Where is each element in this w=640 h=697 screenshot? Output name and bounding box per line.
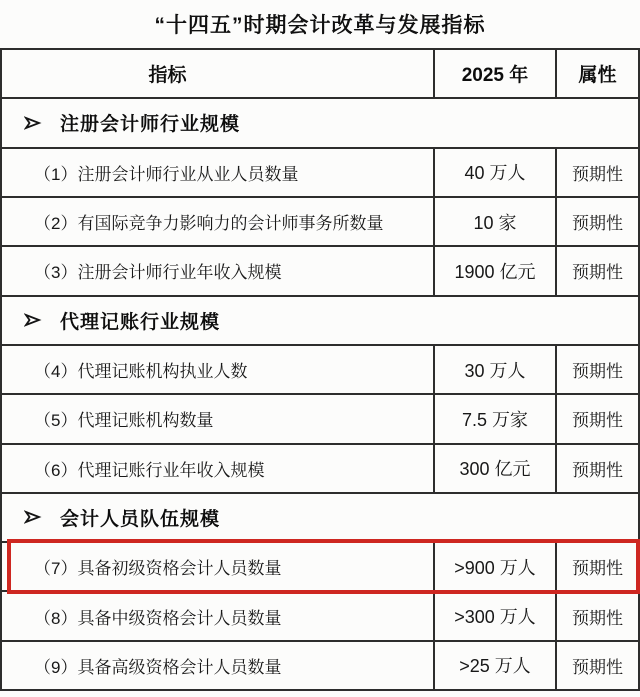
section-heading: 代理记账行业规模: [60, 311, 221, 333]
table-header-row: [2, 50, 638, 97]
arrowhead-bullet-icon: [24, 115, 42, 131]
value-cell: 1900 亿元: [433, 247, 555, 294]
indicator-cell: （7）具备初级资格会计人员数量: [34, 559, 282, 579]
indicator-cell: （3）注册会计师行业年收入规模: [34, 263, 282, 283]
table-row: [2, 344, 638, 393]
value-cell: >300 万人: [433, 592, 555, 639]
attribute-cell: 预期性: [555, 592, 638, 639]
section-heading: 注册会计师行业规模: [60, 114, 241, 136]
indicator-cell: （2）有国际竞争力影响力的会计师事务所数量: [34, 214, 384, 234]
indicators-table: [0, 48, 640, 691]
arrowhead-bullet-icon: [24, 509, 42, 525]
indicator-cell: （6）代理记账行业年收入规模: [34, 460, 265, 480]
indicator-cell: （8）具备中级资格会计人员数量: [34, 608, 282, 628]
value-cell: 7.5 万家: [433, 395, 555, 442]
table-row: [2, 147, 638, 196]
attribute-cell: 预期性: [555, 395, 638, 442]
indicator-cell: （5）代理记账机构数量: [34, 411, 214, 431]
col-header-indicator: 指标: [148, 65, 187, 87]
section-row-cpa-industry: [2, 97, 638, 146]
table-row-highlighted: [2, 541, 638, 590]
indicator-cell: （1）注册会计师行业从业人员数量: [34, 164, 299, 184]
indicator-cell: （9）具备高级资格会计人员数量: [34, 657, 282, 677]
attribute-cell: 预期性: [555, 247, 638, 294]
attribute-cell: 预期性: [555, 149, 638, 196]
col-header-attribute: 属性: [555, 50, 638, 97]
col-header-year: 2025 年: [433, 50, 555, 97]
value-cell: 300 亿元: [433, 445, 555, 492]
value-cell: 10 家: [433, 198, 555, 245]
value-cell: >25 万人: [433, 642, 555, 689]
section-heading: 会计人员队伍规模: [60, 508, 221, 530]
table-row: [2, 640, 638, 689]
section-row-bookkeeping-industry: [2, 295, 638, 344]
page-title: “十四五”时期会计改革与发展指标: [154, 14, 486, 37]
attribute-cell: 预期性: [555, 198, 638, 245]
indicator-cell: （4）代理记账机构执业人数: [34, 362, 248, 382]
attribute-cell: 预期性: [555, 642, 638, 689]
table-row: [2, 393, 638, 442]
table-row: [2, 590, 638, 639]
attribute-cell: 预期性: [555, 543, 638, 590]
value-cell: 30 万人: [433, 346, 555, 393]
table-row: [2, 196, 638, 245]
arrowhead-bullet-icon: [24, 312, 42, 328]
value-cell: 40 万人: [433, 149, 555, 196]
table-row: [2, 443, 638, 492]
section-row-accounting-personnel: [2, 492, 638, 541]
attribute-cell: 预期性: [555, 346, 638, 393]
attribute-cell: 预期性: [555, 445, 638, 492]
value-cell: >900 万人: [433, 543, 555, 590]
table-row: [2, 245, 638, 294]
